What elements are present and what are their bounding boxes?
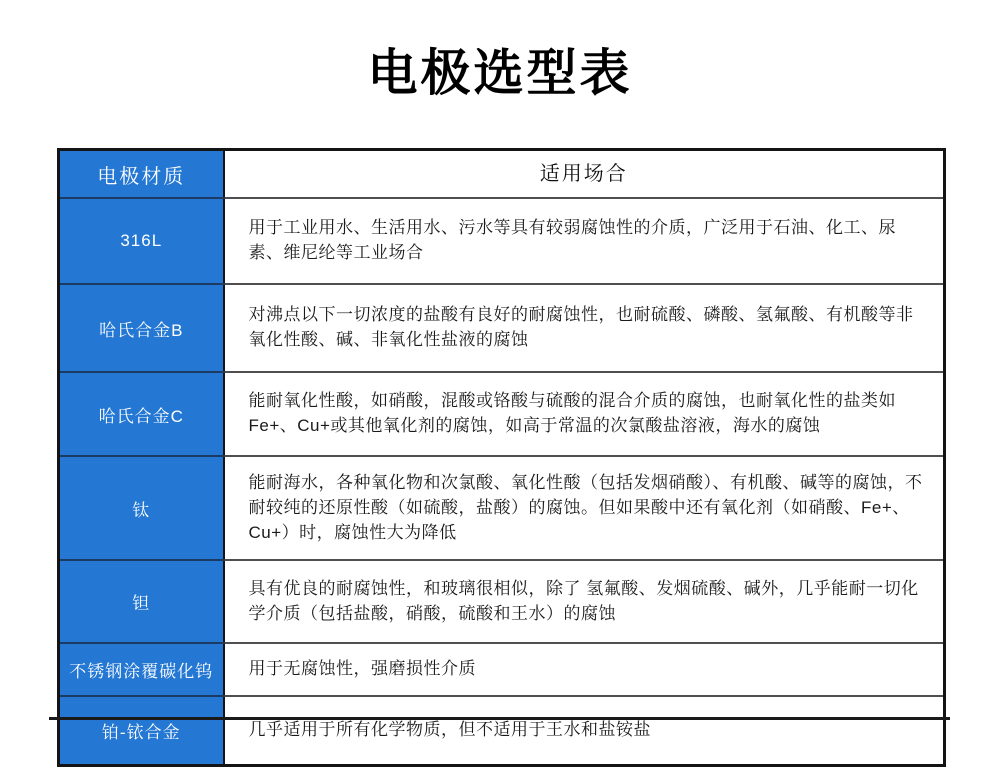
usage-cell: 几乎适用于所有化学物质，但不适用于王水和盐铵盐 [224, 696, 945, 766]
table-row [59, 372, 945, 456]
page-title: 电极选型表 [367, 45, 633, 101]
usage-cell: 能耐氧化性酸，如硝酸，混酸或铬酸与硫酸的混合介质的腐蚀，也耐氧化性的盐类如Fe+、Cu+或其他氧化剂的腐蚀，如高于常温的次氯酸盐溶液，海水的腐蚀 [224, 372, 945, 456]
table-row [59, 284, 945, 372]
table-row [59, 560, 945, 643]
table-row [59, 456, 945, 560]
header-material: 电极材质 [59, 150, 224, 199]
material-cell: 钛 [59, 456, 224, 560]
material-cell: 铂-铱合金 [59, 696, 224, 766]
bottom-divider-rule [49, 717, 950, 720]
material-cell: 316L [59, 198, 224, 284]
table-row [59, 198, 945, 284]
material-cell: 哈氏合金B [59, 284, 224, 372]
material-cell: 哈氏合金C [59, 372, 224, 456]
material-cell: 钽 [59, 560, 224, 643]
electrode-selection-table [57, 148, 946, 767]
usage-cell: 具有优良的耐腐蚀性，和玻璃很相似，除了 氢氟酸、发烟硫酸、碱外，几乎能耐一切化学介质（包括盐酸，硝酸，硫酸和王水）的腐蚀 [224, 560, 945, 643]
usage-cell: 能耐海水，各种氧化物和次氯酸、氧化性酸（包括发烟硝酸）、有机酸、碱等的腐蚀，不耐较纯的还原性酸（如硫酸，盐酸）的腐蚀。但如果酸中还有氧化剂（如硝酸、Fe+、Cu+）时，腐蚀性大为降低 [224, 456, 945, 560]
usage-cell: 用于工业用水、生活用水、污水等具有较弱腐蚀性的介质，广泛用于石油、化工、尿素、维尼纶等工业场合 [224, 198, 945, 284]
header-usage: 适用场合 [224, 150, 945, 199]
table-row [59, 643, 945, 696]
usage-cell: 用于无腐蚀性，强磨损性介质 [224, 643, 945, 696]
material-cell: 不锈钢涂覆碳化钨 [59, 643, 224, 696]
table-row [59, 696, 945, 766]
usage-cell: 对沸点以下一切浓度的盐酸有良好的耐腐蚀性，也耐硫酸、磷酸、氢氟酸、有机酸等非氧化性酸、碱、非氧化性盐液的腐蚀 [224, 284, 945, 372]
table-header-row [59, 150, 945, 199]
